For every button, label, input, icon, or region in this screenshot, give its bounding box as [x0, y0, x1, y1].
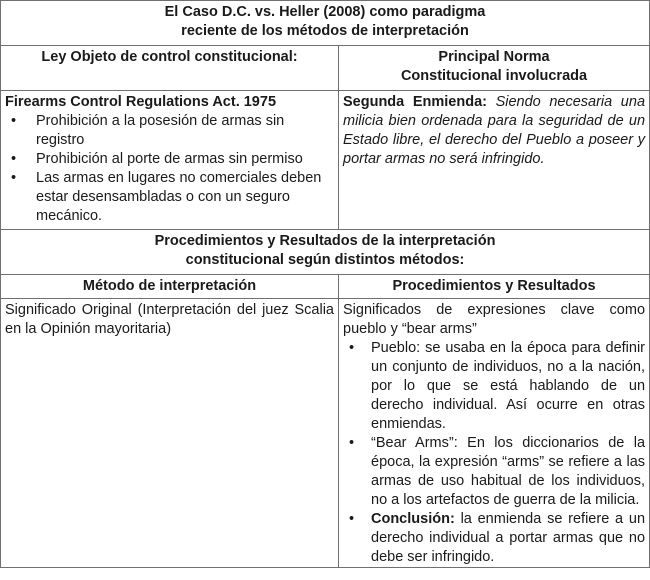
header-right-line-2: Constitucional involucrada: [400, 68, 588, 84]
bullet-icon: •: [11, 151, 17, 167]
results-cell: [339, 299, 650, 568]
list-item: [343, 434, 645, 510]
list-item: [343, 339, 645, 434]
column-header-row: [1, 275, 650, 299]
results-column-header: Procedimientos y Resultados: [392, 278, 596, 294]
title-row: [1, 1, 650, 46]
results-header-cell: [339, 275, 650, 299]
law-list: [5, 112, 334, 226]
method-row: [1, 299, 650, 568]
header-row: [1, 46, 650, 91]
results-list: [343, 339, 645, 567]
method-text: Significado Original (Interpretación del juez Scalia en la Opinión mayoritaria): [5, 302, 334, 337]
law-title: Firearms Control Regulations Act. 1975: [5, 94, 277, 110]
law-item-text: Prohibición al porte de armas sin permiso: [36, 151, 303, 167]
result-item-text: la enmienda se refiere a un derecho individual a portar armas que no debe ser infringido.: [371, 511, 646, 565]
list-item: [5, 169, 334, 226]
header-right-line-1: Principal Norma: [438, 49, 550, 65]
list-item: [343, 510, 645, 567]
title-cell: [1, 1, 650, 46]
header-left-cell: [1, 46, 339, 91]
bullet-icon: •: [11, 170, 17, 186]
bullet-icon: •: [349, 340, 355, 356]
bullet-icon: •: [349, 511, 355, 527]
law-item-text: Las armas en lugares no comerciales deben estar desensambladas o con un seguro mecánico.: [36, 170, 322, 224]
section-row: [1, 230, 650, 275]
conclusion-label: Conclusión:: [371, 511, 455, 527]
amendment-label: Segunda Enmienda:: [343, 94, 487, 110]
table-title-line-1: El Caso D.C. vs. Heller (2008) como paradigma: [164, 4, 486, 20]
header-left-label: Ley Objeto de control constitucional:: [41, 49, 298, 65]
section-title-line-2: constitucional según distintos métodos:: [185, 252, 465, 268]
amendment-text: Siendo necesaria una milicia bien ordenada para la seguridad de un Estado libre, el derecho del Pueblo a poseer y portar armas no será infringido.: [343, 94, 646, 167]
law-row: [1, 91, 650, 230]
bullet-icon: •: [349, 435, 355, 451]
method-column-header: Método de interpretación: [82, 278, 257, 294]
results-intro: Significados de expresiones clave como pueblo y “bear arms”: [343, 302, 646, 337]
table-title-line-2: reciente de los métodos de interpretación: [181, 23, 469, 39]
amendment-cell: [339, 91, 650, 230]
result-item-text: “Bear Arms”: En los diccionarios de la época, la expresión “arms” se refiere a las armas de uso habitual de los individuos, no a los artefactos de guerra de la milicia.: [371, 435, 646, 508]
result-item-text: Pueblo: se usaba en la época para definir un conjunto de individuos, no a la nación, por lo que se está hablando de un derecho individual. Así ocurre en otras enmiendas.: [371, 340, 646, 432]
bullet-icon: •: [11, 113, 17, 129]
law-cell: [1, 91, 339, 230]
section-title-line-1: Procedimientos y Resultados de la interpretación: [154, 233, 496, 249]
list-item: [5, 150, 334, 169]
list-item: [5, 112, 334, 150]
method-header-cell: [1, 275, 339, 299]
section-cell: [1, 230, 650, 275]
law-item-text: Prohibición a la posesión de armas sin registro: [36, 113, 285, 148]
method-cell: [1, 299, 339, 568]
header-right-cell: [339, 46, 650, 91]
